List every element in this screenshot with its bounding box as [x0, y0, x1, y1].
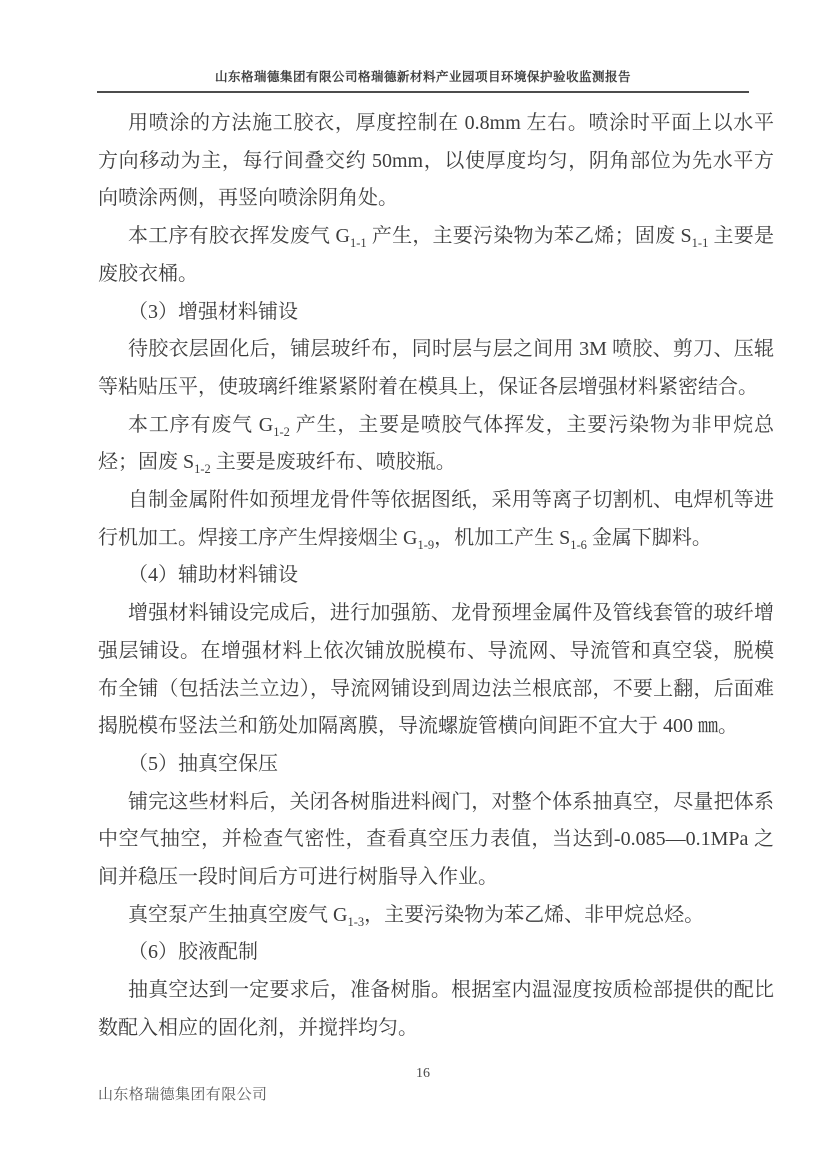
- paragraph: 待胶衣层固化后，铺层玻纤布，同时层与层之间用 3M 喷胶、剪刀、压辊等粘贴压平，使玻璃纤维紧紧附着在模具上，保证各层增强材料紧密结合。: [98, 338, 774, 398]
- paragraph: 抽真空达到一定要求后，准备树脂。根据室内温湿度按质检部提供的配比数配入相应的固化剂，并搅拌均匀。: [98, 979, 774, 1039]
- paragraph: 本工序有胶衣挥发废气 $G_{1-1}$ 产生，主要污染物为苯乙烯；固废 $S_{1-1}$ 主要是废胶衣桶。: [98, 225, 775, 285]
- paragraph: 真空泵产生抽真空废气 $G_{1-3}$，主要污染物为苯乙烯、非甲烷总烃。: [128, 903, 705, 929]
- section-heading: （3）增强材料铺设: [128, 300, 298, 323]
- paragraph: 本工序有废气 $G_{1-2}$ 产生，主要是喷胶气体挥发，主要污染物为非甲烷总烃；固废 $S_{1-2}$ 主要是废玻纤布、喷胶瓶。: [98, 413, 774, 477]
- section-heading: （6）胶液配制: [128, 941, 258, 964]
- subscript-label: 1-6: [570, 537, 587, 552]
- section-heading: （5）抽真空保压: [128, 752, 278, 775]
- subscript-label: 1-2: [194, 462, 211, 477]
- document-body: [98, 105, 774, 1048]
- footer-company: 山东格瑞德集团有限公司: [98, 1087, 268, 1103]
- subscript-label: 1-1: [349, 236, 367, 251]
- subscript-label: 1-3: [347, 914, 365, 929]
- page-number: 16: [416, 1066, 430, 1081]
- paragraph: 增强材料铺设完成后，进行加强筋、龙骨预埋金属件及管线套管的玻纤增强层铺设。在增强材料上依次铺放脱模布、导流网、导流管和真空袋，脱模布全铺（包括法兰立边），导流网铺设到周边法兰根底部，不要上翻，后面难揭脱模布竖法兰和筋处加隔离膜，导流螺旋管横向间距不宜大于 400 ㎜。: [98, 602, 774, 738]
- header-rule: [97, 91, 749, 93]
- header-title: 山东格瑞德集团有限公司格瑞德新材料产业园项目环境保护验收监测报告: [214, 70, 631, 84]
- subscript-label: 1-9: [417, 537, 435, 552]
- section-heading: （4）辅助材料铺设: [128, 564, 298, 587]
- paragraph: 铺完这些材料后，关闭各树脂进料阀门，对整个体系抽真空，尽量把体系中空气抽空，并检查气密性，查看真空压力表值，当达到-0.085—0.1MPa 之间并稳压一段时间后方可进行树脂导入作业。: [98, 790, 774, 889]
- paragraph: 自制金属附件如预埋龙骨件等依据图纸，采用等离子切割机、电焊机等进行机加工。焊接工序产生焊接烟尘 $G_{1-9}$，机加工产生 $S_{1-6}$ 金属下脚料。: [98, 489, 774, 552]
- paragraph: 用喷涂的方法施工胶衣，厚度控制在 0.8mm 左右。喷涂时平面上以水平方向移动为主，每行间叠交约 50mm，以使厚度均匀，阴角部位为先水平方向喷涂两侧，再竖向喷涂阴角处。: [98, 112, 774, 210]
- subscript-label: 1-1: [691, 236, 709, 251]
- subscript-label: 1-2: [273, 424, 290, 439]
